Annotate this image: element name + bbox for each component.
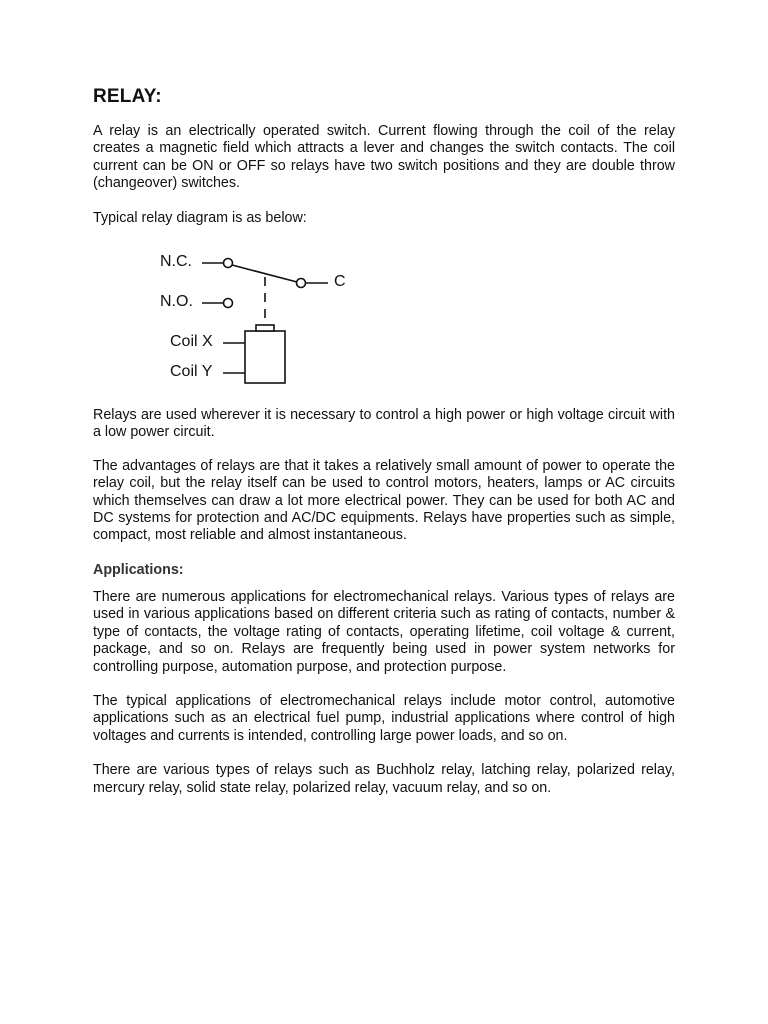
relay-diagram bbox=[93, 227, 675, 407]
common-label: C bbox=[334, 273, 346, 291]
coil-cap bbox=[256, 325, 274, 331]
common-contact bbox=[297, 279, 306, 288]
intro-paragraph: A relay is an electrically operated switch. Current flowing through the coil of the relay creates a magnetic field which attracts a lever and changes the switch contacts. The coil current can be ON or OFF so relays have two switch positions and they are double throw (changeover) switches. bbox=[93, 123, 675, 192]
applications-paragraph-2: The typical applications of electromechanical relays include motor control, automotive applications such as an electrical fuel pump, industrial applications where control of high voltages and currents is intended, controlling large power loads, and so on. bbox=[93, 692, 675, 744]
diagram-caption: Typical relay diagram is as below: bbox=[93, 209, 307, 226]
nc-label: N.C. bbox=[160, 253, 192, 271]
coil-x-label: Coil X bbox=[170, 333, 213, 351]
advantages-paragraph: The advantages of relays are that it takes a relatively small amount of power to operate the relay coil, but the relay itself can be used to control motors, heaters, lamps or AC circuits which themselves can draw a lot more electrical power. They can be used for both AC and DC systems for protection and AC/DC equipments. Relays have properties such as simple, compact, most reliable and almost instantaneous. bbox=[93, 457, 675, 544]
document-page bbox=[93, 86, 675, 797]
page-title: RELAY: bbox=[93, 86, 162, 107]
applications-heading: Applications: bbox=[93, 561, 184, 578]
no-contact bbox=[224, 299, 233, 308]
usage-paragraph: Relays are used wherever it is necessary to control a high power or high voltage circuit with a low power circuit. bbox=[93, 407, 675, 441]
no-label: N.O. bbox=[160, 293, 193, 311]
coil-box bbox=[245, 331, 285, 383]
coil-y-label: Coil Y bbox=[170, 363, 213, 381]
applications-paragraph-3: There are various types of relays such as Buchholz relay, latching relay, polarized relay, mercury relay, solid state relay, polarized relay, vacuum relay, and so on. bbox=[93, 762, 675, 796]
relay-diagram-drawing bbox=[93, 227, 393, 407]
applications-paragraph-1: There are numerous applications for electromechanical relays. Various types of relays are used in various applications based on different criteria such as rating of contacts, number & type of contacts, the voltage rating of contacts, operating lifetime, coil voltage & current, package, and so on. Relays are frequently being used in power system networks for controlling purpose, automation purpose, and protection purpose. bbox=[93, 588, 675, 675]
nc-contact bbox=[224, 259, 233, 268]
